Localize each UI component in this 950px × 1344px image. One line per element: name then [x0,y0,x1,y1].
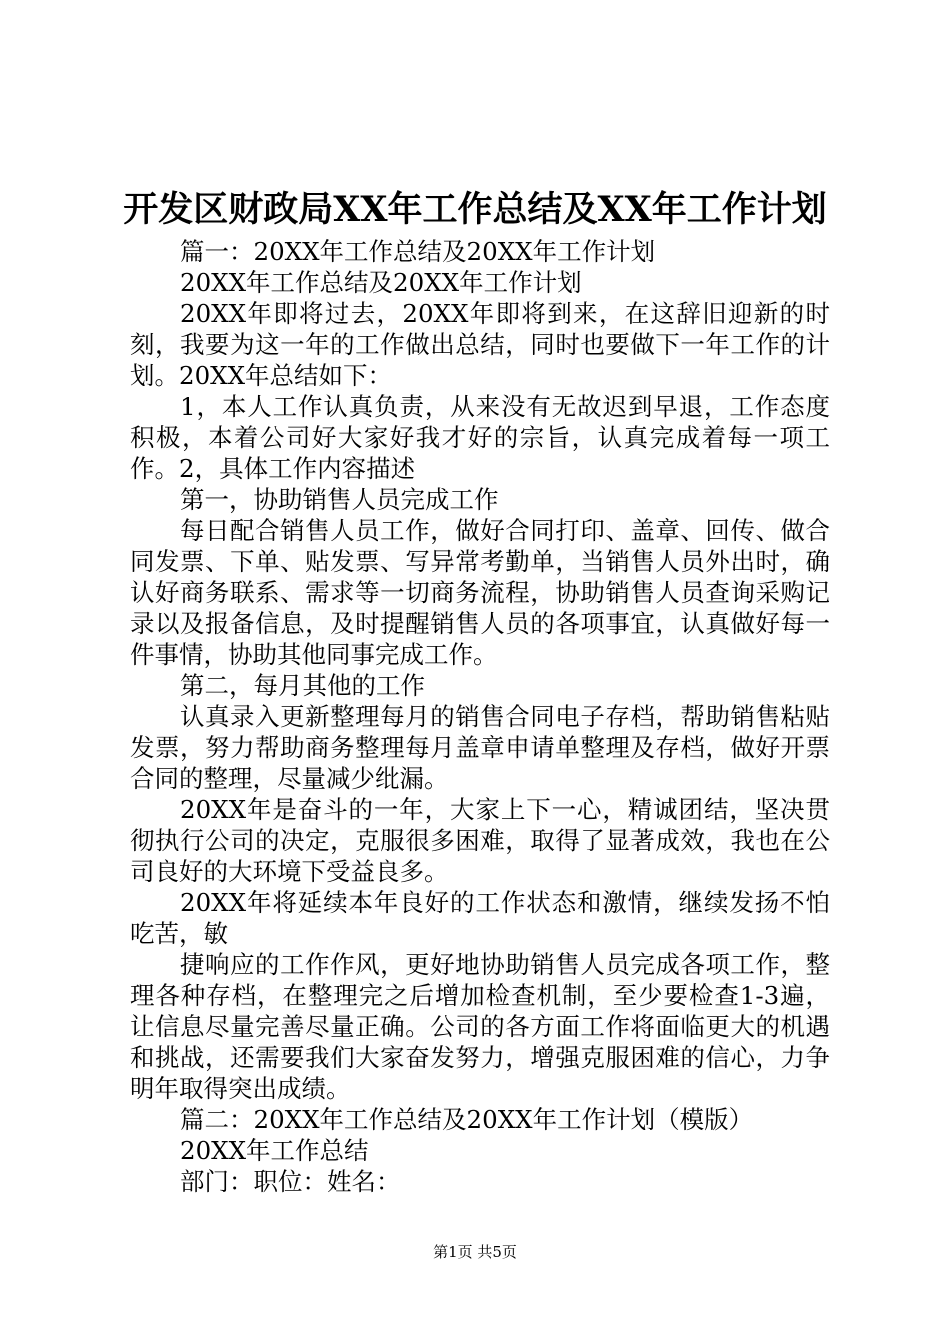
paragraph-3: 20XX年即将过去，20XX年即将到来，在这辞旧迎新的时刻，我要为这一年的工作做出总结，同时也要做下一年工作的计划。20XX年总结如下： [130,299,830,390]
paragraph-12: 篇二：20XX年工作总结及20XX年工作计划（模版） [180,1105,754,1134]
page-footer: 第1页 共5页 [433,1243,517,1261]
paragraph-4: 1，本人工作认真负责，从来没有无故迟到早退，工作态度积极，本着公司好大家好我才好的宗旨，认真完成着每一项工作。2，具体工作内容描述 [130,392,830,483]
paragraph-13: 20XX年工作总结 [180,1136,369,1165]
paragraph-7: 第二，每月其他的工作 [180,671,425,700]
paragraph-8: 认真录入更新整理每月的销售合同电子存档，帮助销售粘贴发票，努力帮助商务整理每月盖章申请单整理及存档，做好开票合同的整理，尽量减少纰漏。 [130,702,830,793]
paragraph-1: 篇一：20XX年工作总结及20XX年工作计划 [180,237,656,266]
paragraph-2: 20XX年工作总结及20XX年工作计划 [180,268,582,297]
paragraph-14: 部门：职位：姓名： [180,1167,401,1196]
paragraph-10: 20XX年将延续本年良好的工作状态和激情，继续发扬不怕吃苦，敏 [130,888,830,948]
paragraph-5: 第一，协助销售人员完成工作 [180,485,499,514]
paragraph-6: 每日配合销售人员工作，做好合同打印、盖章、回传、做合同发票、下单、贴发票、写异常考勤单，当销售人员外出时，确认好商务联系、需求等一切商务流程，协助销售人员查询采购记录以及报备信息，及时提醒销售人员的各项事宜，认真做好每一件事情，协助其他同事完成工作。 [130,516,830,669]
paragraph-9: 20XX年是奋斗的一年，大家上下一心，精诚团结，坚决贯彻执行公司的决定，克服很多困难，取得了显著成效，我也在公司良好的大环境下受益良多。 [130,795,830,886]
paragraph-11: 捷响应的工作作风，更好地协助销售人员完成各项工作，整理各种存档，在整理完之后增加检查机制，至少要检查1-3遍，让信息尽量完善尽量正确。公司的各方面工作将面临更大的机遇和挑战，还需要我们大家奋发努力，增强克服困难的信心，力争明年取得突出成绩。 [130,950,830,1103]
document-body [130,236,830,1197]
document-title: 开发区财政局XX年工作总结及XX年工作计划 [123,189,827,230]
